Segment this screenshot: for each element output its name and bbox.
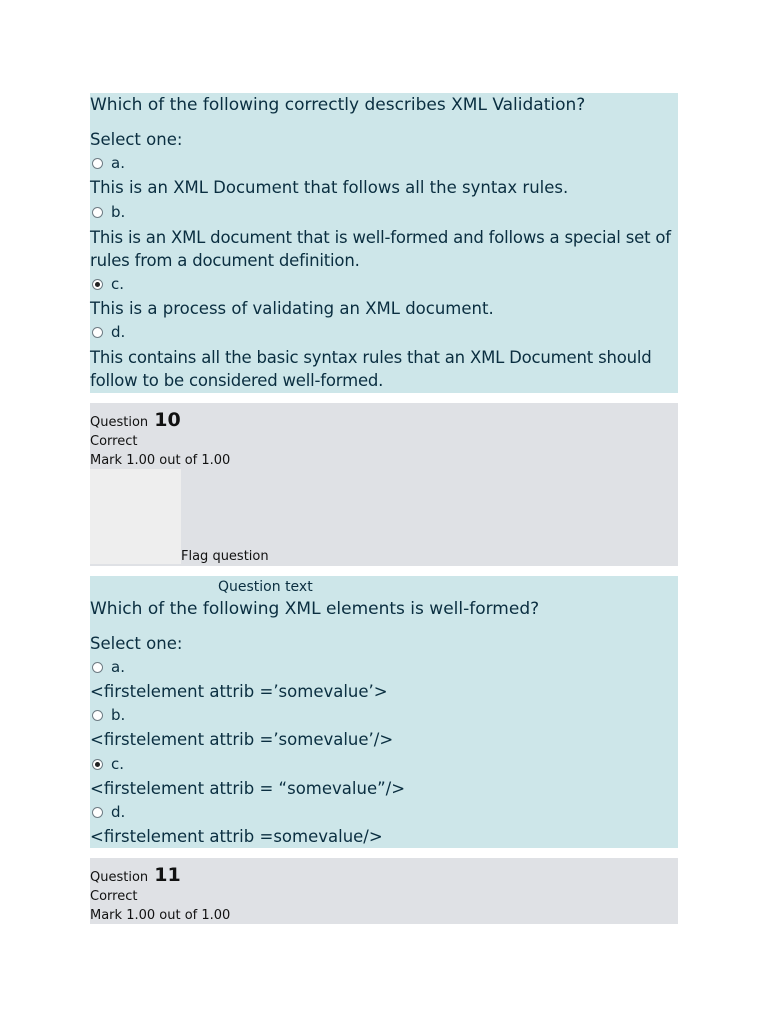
radio-a-icon[interactable] [92, 662, 103, 673]
flag-question-link[interactable]: Flag question [181, 549, 269, 564]
option-d-letter: d. [111, 803, 126, 821]
question-number [90, 409, 181, 431]
question-10-text-box [90, 576, 678, 848]
option-d-text: <firstelement attrib =somevalue/> [90, 827, 383, 846]
option-a-text: This is an XML Document that follows all the syntax rules. [90, 178, 569, 197]
radio-c-selected-icon[interactable] [92, 279, 103, 290]
option-b[interactable] [90, 203, 125, 221]
option-c[interactable] [90, 275, 124, 293]
question-number-value: 11 [154, 864, 181, 886]
option-c-letter: c. [111, 755, 125, 773]
flag-icon[interactable] [90, 469, 181, 564]
option-c-text: This is a process of validating an XML document. [90, 299, 494, 318]
question-9-text: Which of the following correctly describes XML Validation? [90, 95, 586, 115]
option-a-letter: a. [111, 154, 125, 172]
option-a-text: <firstelement attrib =’somevalue’> [90, 682, 388, 701]
radio-c-selected-icon[interactable] [92, 759, 103, 770]
radio-a-icon[interactable] [92, 158, 103, 169]
radio-b-icon[interactable] [92, 710, 103, 721]
option-a[interactable] [90, 658, 125, 676]
option-a-letter: a. [111, 658, 125, 676]
radio-d-icon[interactable] [92, 327, 103, 338]
option-d-text: This contains all the basic syntax rules that an XML Document should follow to be considered well-formed. [90, 348, 652, 390]
question-mark: Mark 1.00 out of 1.00 [90, 908, 231, 923]
option-b-text: <firstelement attrib =’somevalue’/> [90, 730, 394, 749]
question-number-value: 10 [154, 409, 181, 431]
option-a[interactable] [90, 154, 125, 172]
option-c[interactable] [90, 755, 124, 773]
option-d[interactable] [90, 803, 125, 821]
question-label: Question [90, 870, 149, 885]
question-text-label: Question text [218, 579, 313, 595]
option-b-letter: b. [111, 203, 126, 221]
option-d[interactable] [90, 323, 125, 341]
option-c-letter: c. [111, 275, 125, 293]
question-label: Question [90, 415, 149, 430]
question-10-text: Which of the following XML elements is well-formed? [90, 599, 540, 619]
question-mark: Mark 1.00 out of 1.00 [90, 453, 231, 468]
option-d-letter: d. [111, 323, 126, 341]
radio-d-icon[interactable] [92, 807, 103, 818]
select-one-label: Select one: [90, 634, 183, 653]
option-b-text: This is an XML document that is well-formed and follows a special set of rules from a document definition. [90, 228, 671, 270]
question-status: Correct [90, 889, 138, 904]
option-b[interactable] [90, 706, 125, 724]
question-11-info [90, 858, 678, 924]
question-status: Correct [90, 434, 138, 449]
question-9-text-box [90, 93, 678, 393]
option-c-text: <firstelement attrib = “somevalue”/> [90, 779, 406, 798]
option-b-letter: b. [111, 706, 126, 724]
question-10-info [90, 403, 678, 566]
radio-b-icon[interactable] [92, 207, 103, 218]
select-one-label: Select one: [90, 130, 183, 149]
question-number [90, 864, 181, 886]
